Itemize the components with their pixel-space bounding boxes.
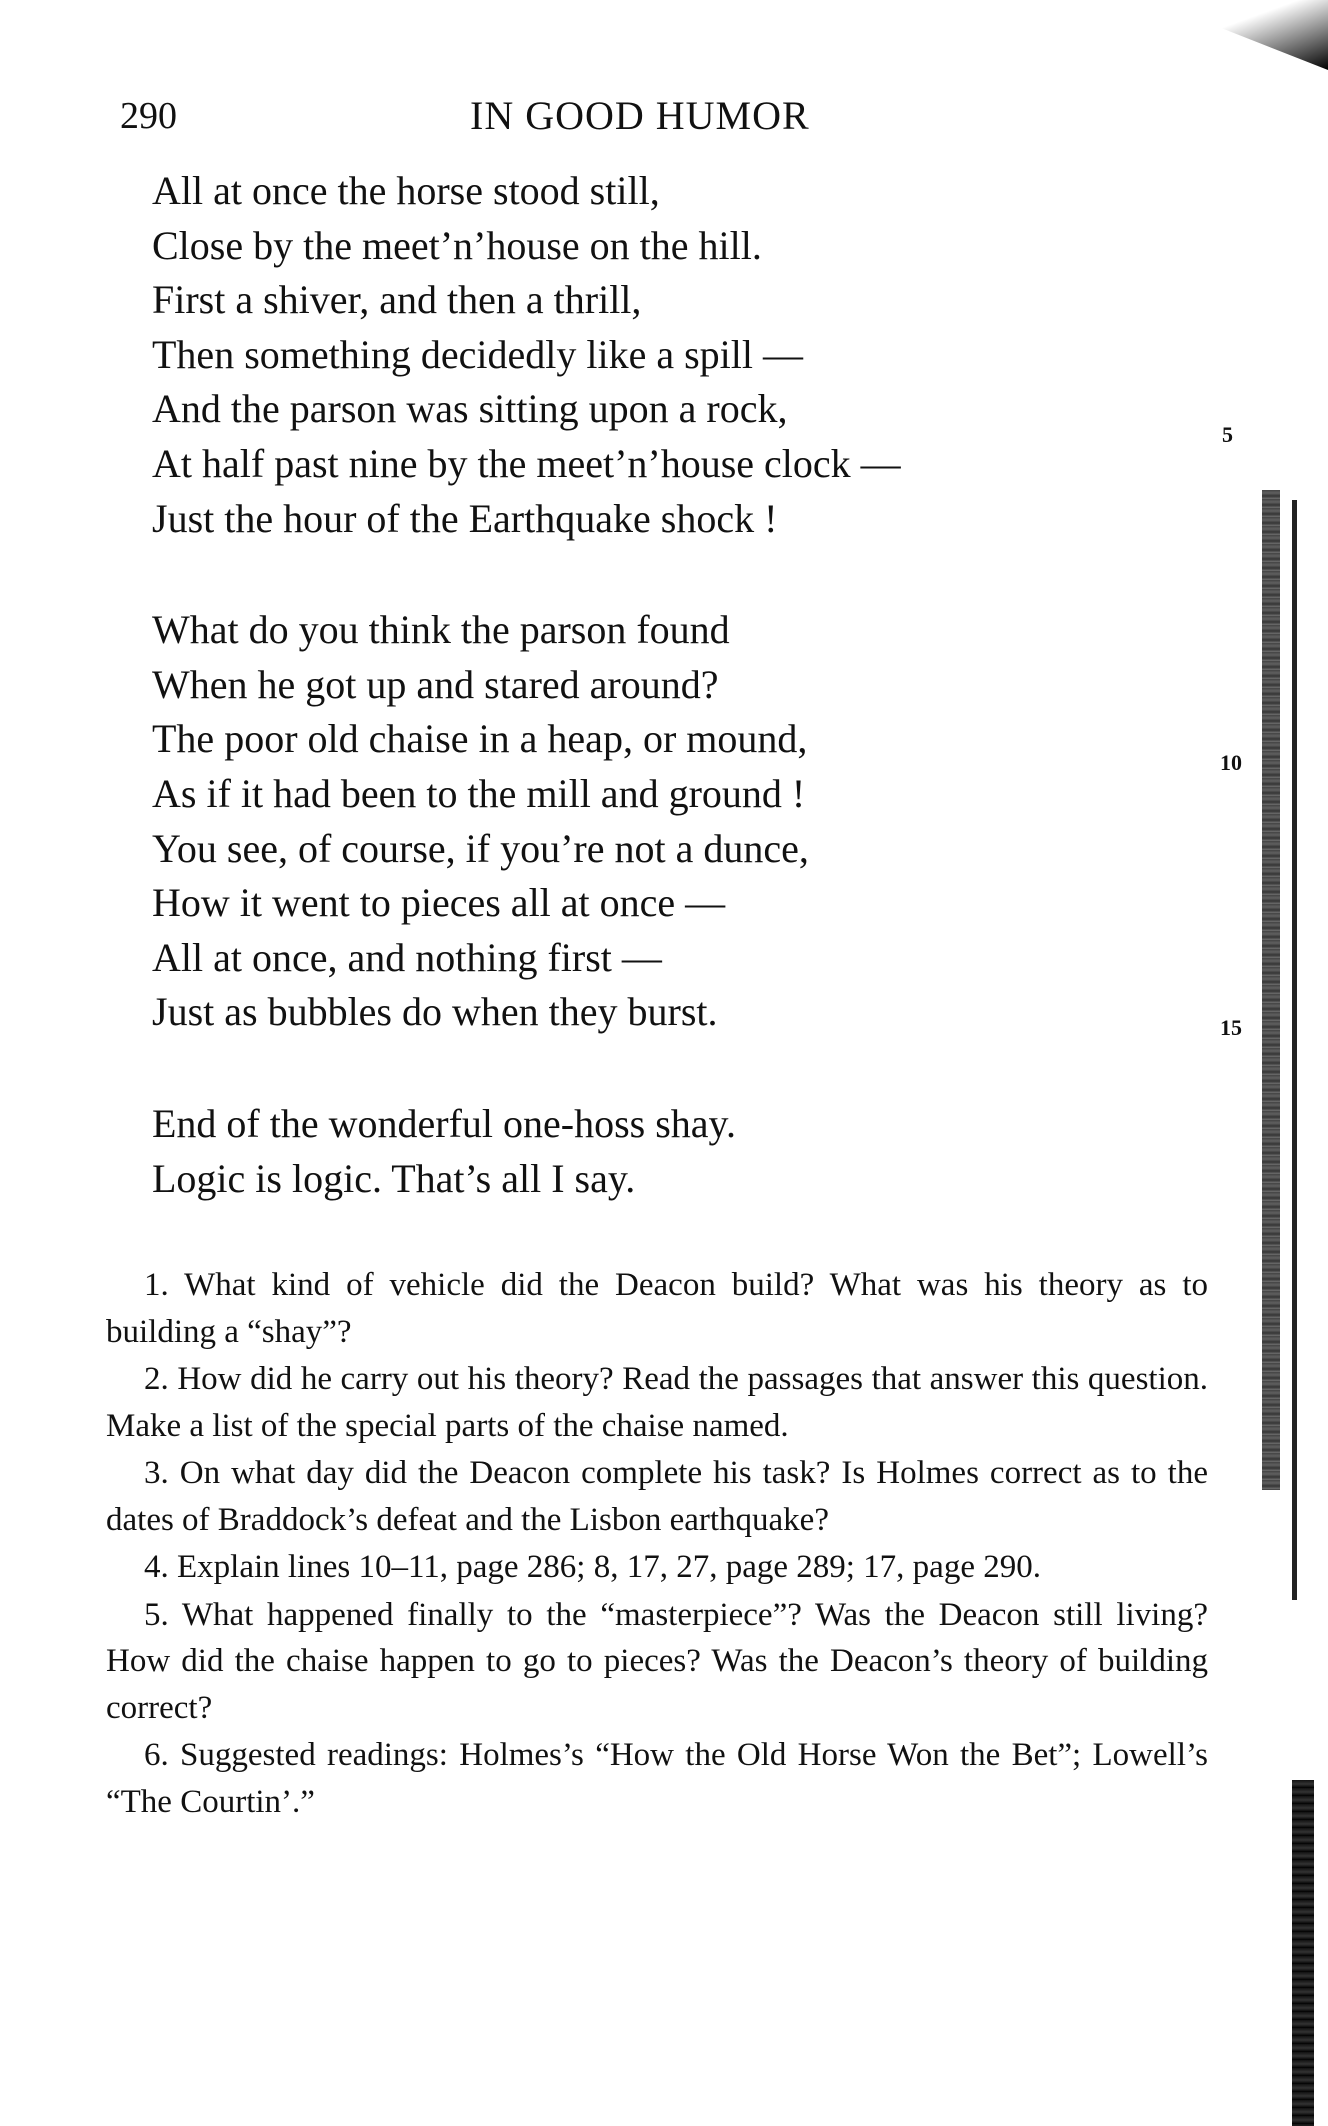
- question-5: 5. What happened finally to the “masterpiece”? Was the Deacon still living? How did the chaise happen to go to pieces? Was the Deacon’s theory of building correct?: [106, 1596, 1208, 1726]
- poem-line: You see, of course, if you’re not a dunce,: [152, 825, 809, 871]
- poem-line: Logic is logic. That’s all I say.: [152, 1155, 636, 1201]
- study-questions: [106, 1262, 1208, 1826]
- stanza-2: [152, 603, 1112, 1040]
- line-number-5: 5: [1222, 422, 1233, 447]
- poem-line: How it went to pieces all at once —: [152, 880, 726, 926]
- poem-line: Close by the meet’n’house on the hill.: [152, 222, 762, 268]
- scan-binding-edge: [1262, 490, 1280, 1490]
- scan-binding-line: [1292, 500, 1297, 1600]
- page-number: 290: [120, 95, 177, 137]
- poem-line: When he got up and stared around?: [152, 661, 719, 707]
- poem-line: Then something decidedly like a spill —: [152, 331, 803, 377]
- poem-line: End of the wonderful one-hoss shay.: [152, 1100, 736, 1146]
- scan-corner-shadow: [1150, 0, 1328, 70]
- poem-line: What do you think the parson found: [152, 607, 730, 653]
- line-number-10: 10: [1220, 750, 1242, 775]
- running-head: IN GOOD HUMOR: [470, 93, 810, 138]
- question-4: 4. Explain lines 10–11, page 286; 8, 17, 27, page 289; 17, page 290.: [144, 1549, 1041, 1585]
- question-3: 3. On what day did the Deacon complete his task? Is Holmes correct as to the dates of Braddock’s defeat and the Lisbon earthquake?: [106, 1455, 1208, 1538]
- poem-line: Just the hour of the Earthquake shock !: [152, 495, 778, 541]
- question-6: 6. Suggested readings: Holmes’s “How the Old Horse Won the Bet”; Lowell’s “The Courtin’.”: [106, 1737, 1208, 1820]
- line-number-15: 15: [1220, 1015, 1242, 1040]
- poem-line: And the parson was sitting upon a rock,: [152, 386, 788, 432]
- poem-line: At half past nine by the meet’n’house clock —: [152, 440, 901, 486]
- question-2: 2. How did he carry out his theory? Read the passages that answer this question. Make a list of the special parts of the chaise named.: [106, 1361, 1208, 1444]
- question-1: 1. What kind of vehicle did the Deacon build? What was his theory as to building a “shay”?: [106, 1267, 1208, 1350]
- stanza-3: [152, 1097, 1112, 1206]
- poem-line: As if it had been to the mill and ground !: [152, 770, 806, 816]
- poem-line: The poor old chaise in a heap, or mound,: [152, 716, 808, 762]
- poem-line: Just as bubbles do when they burst.: [152, 989, 718, 1035]
- poem-line: All at once, and nothing first —: [152, 934, 662, 980]
- scan-binding-edge-lower: [1292, 1780, 1314, 2126]
- poem-line: All at once the horse stood still,: [152, 168, 660, 213]
- poem: [152, 164, 1112, 1263]
- stanza-1: [152, 164, 1112, 546]
- poem-line: First a shiver, and then a thrill,: [152, 277, 642, 323]
